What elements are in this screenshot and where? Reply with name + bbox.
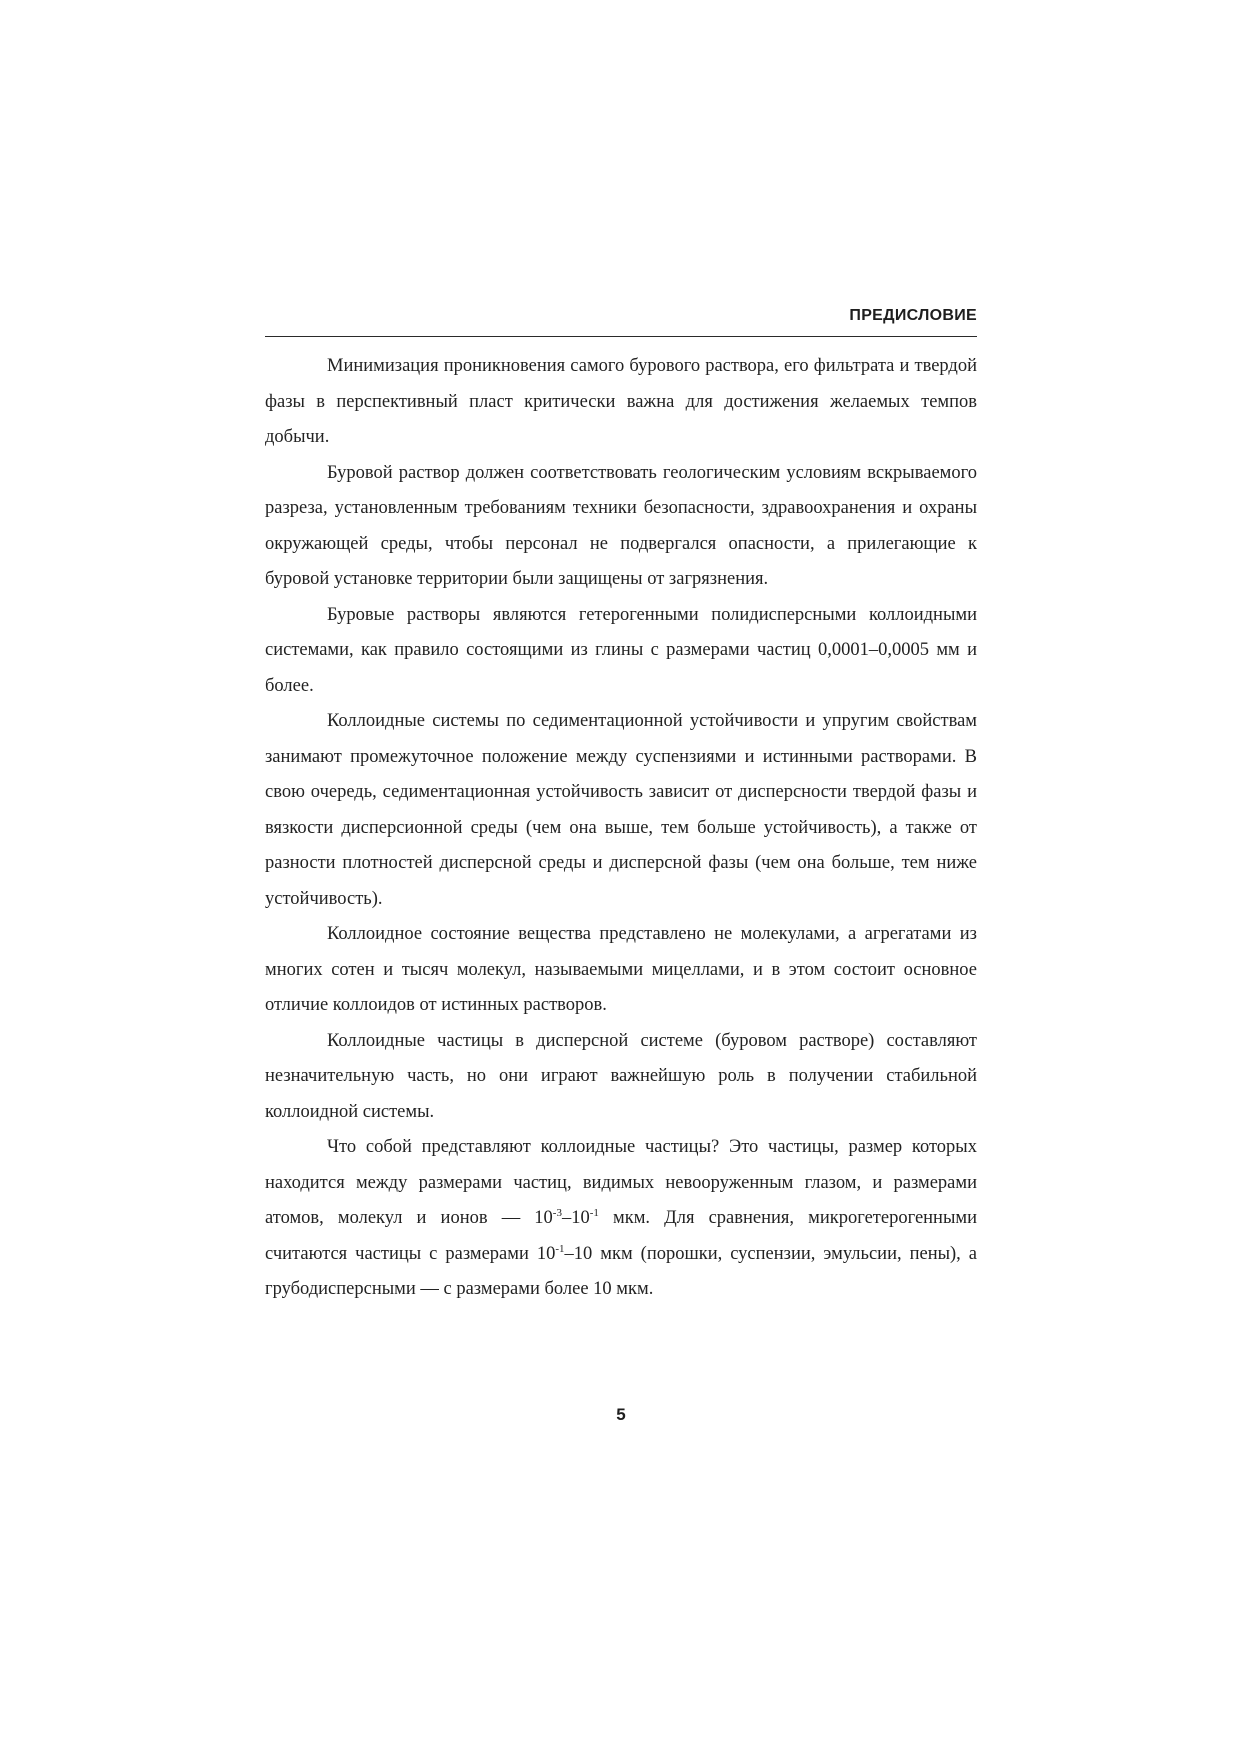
paragraph-5: Коллоидное состояние вещества представлено не молекулами, а агрегатами из многих сотен и тысяч молекул, называемыми мицеллами, и в этом состоит основное отличие коллоидов от истинных растворов. <box>265 924 977 1015</box>
paragraph-6: Коллоидные частицы в дисперсной системе (буровом растворе) составляют незначительную часть, но они играют важнейшую роль в получении стабильной коллоидной системы. <box>265 1030 977 1122</box>
exponent-2: -1 <box>589 1207 599 1219</box>
body-text <box>265 349 977 1308</box>
paragraph-7-part-4: –10 мкм (порошки, суспензии, эмульсии, пены), а грубодисперсными — с размерами более 10 мкм. <box>265 1243 977 1299</box>
header-rule <box>265 336 977 337</box>
paragraph-3: Буровые растворы являются гетерогенными полидисперсными коллоидными системами, как правило состоящими из глины с размерами частиц 0,0001–0,0005 мм и более. <box>265 604 977 696</box>
running-head: ПРЕДИСЛОВИЕ <box>849 307 977 324</box>
page-number: 5 <box>616 1405 626 1424</box>
paragraph-7-part-2: –10 <box>561 1208 590 1228</box>
exponent-3: -1 <box>555 1242 565 1255</box>
paragraph-2: Буровой раствор должен соответствовать геологическим условиям вскрываемого разреза, установленным требованиям техники безопасности, здравоохранения и охраны окружающей среды, чтобы персонал не подвергался опасности, а прилегающие к буровой установке территории были защищены от загрязнения. <box>265 462 977 589</box>
exponent-1: -3 <box>552 1207 562 1219</box>
paragraph-7-part-1: Что собой представляют коллоидные частицы? Это частицы, размер которых находится между размерами частиц, видимых невооруженным глазом, и размерами атомов, молекул и ионов — 10 <box>265 1137 977 1228</box>
paragraph-1: Минимизация проникновения самого бурового раствора, его фильтрата и твердой фазы в перспективный пласт критически важна для достижения желаемых темпов добычи. <box>265 356 977 447</box>
paragraph-4: Коллоидные системы по седиментационной устойчивости и упругим свойствам занимают промежуточное положение между суспензиями и истинными растворами. В свою очередь, седиментационная устойчивость зависит от дисперсности твердой фазы и вязкости дисперсионной среды (чем она выше, тем больше устойчивость), а также от разности плотностей дисперсной среды и дисперсной фазы (чем она больше, тем ниже устойчивость). <box>265 711 977 909</box>
paragraph-7 <box>265 1130 977 1308</box>
paragraph-7-part-3: мкм. Для сравнения, микрогетерогенными считаются частицы с размерами 10 <box>265 1208 977 1264</box>
